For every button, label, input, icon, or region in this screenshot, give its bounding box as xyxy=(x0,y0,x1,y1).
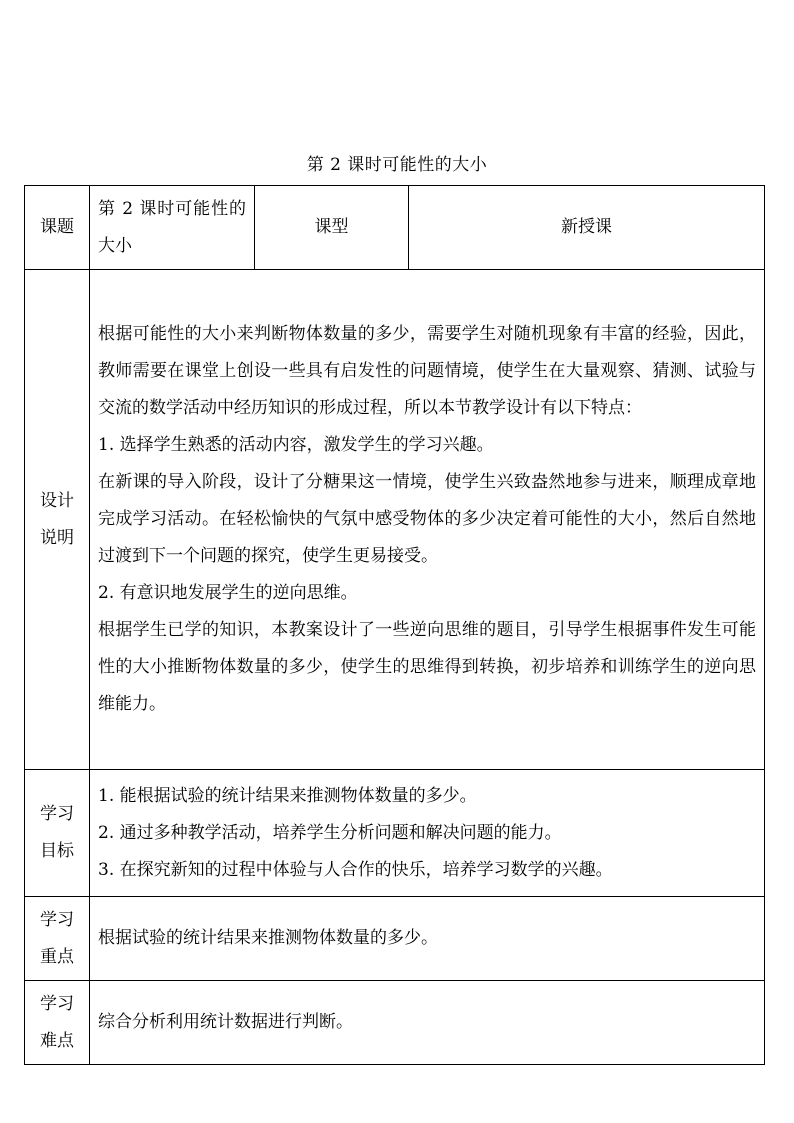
difficulty-label-text: 学习难点 xyxy=(40,993,74,1051)
topic-value: 第 2 课时可能性的大小 xyxy=(90,186,255,270)
design-row xyxy=(25,270,765,770)
design-paragraph: 1. 选择学生熟悉的活动内容，激发学生的学习兴趣。 xyxy=(98,435,494,455)
type-label: 课型 xyxy=(255,186,409,270)
document-title: 第 2 课时可能性的大小 xyxy=(306,155,488,175)
goal-item: 3. 在探究新知的过程中体验与人合作的快乐，培养学习数学的兴趣。 xyxy=(98,859,613,880)
design-content xyxy=(90,270,765,770)
goals-label-text: 学习目标 xyxy=(40,804,74,861)
goal-item: 1. 能根据试验的统计结果来推测物体数量的多少。 xyxy=(98,785,477,806)
topic-label: 课题 xyxy=(25,186,90,270)
difficulty-label xyxy=(25,981,90,1065)
header-row xyxy=(25,186,765,270)
design-paragraph: 在新课的导入阶段，设计了分糖果这一情境，使学生兴致盎然地参与进来，顺理成章地完成学习活动。在轻松愉快的气氛中感受物体的多少决定着可能性的大小，然后自然地过渡到下一个问题的探究，使学生更易接受。 xyxy=(98,472,756,566)
goals-content xyxy=(90,770,765,897)
focus-label-text: 学习重点 xyxy=(40,909,74,967)
goal-item: 2. 通过多种教学活动，培养学生分析问题和解决问题的能力。 xyxy=(98,822,562,843)
design-paragraph: 根据学生已学的知识，本教案设计了一些逆向思维的题目，引导学生根据事件发生可能性的大小推断物体数量的多少，使学生的思维得到转换，初步培养和训练学生的逆向思维能力。 xyxy=(98,620,756,714)
focus-row xyxy=(25,897,765,981)
goals-label xyxy=(25,770,90,897)
difficulty-row xyxy=(25,981,765,1065)
design-label xyxy=(25,270,90,770)
lesson-plan-table xyxy=(24,185,765,1065)
focus-label xyxy=(25,897,90,981)
difficulty-content: 综合分析利用统计数据进行判断。 xyxy=(90,981,765,1065)
design-paragraph: 2. 有意识地发展学生的逆向思维。 xyxy=(98,583,358,603)
goals-row xyxy=(25,770,765,897)
focus-content: 根据试验的统计结果来推测物体数量的多少。 xyxy=(90,897,765,981)
design-label-text: 设计说明 xyxy=(40,490,74,548)
design-paragraph: 根据可能性的大小来判断物体数量的多少，需要学生对随机现象有丰富的经验，因此，教师需要在课堂上创设一些具有启发性的问题情境，使学生在大量观察、猜测、试验与交流的数学活动中经历知识的形成过程，所以本节教学设计有以下特点： xyxy=(98,324,756,418)
type-value: 新授课 xyxy=(409,186,765,270)
